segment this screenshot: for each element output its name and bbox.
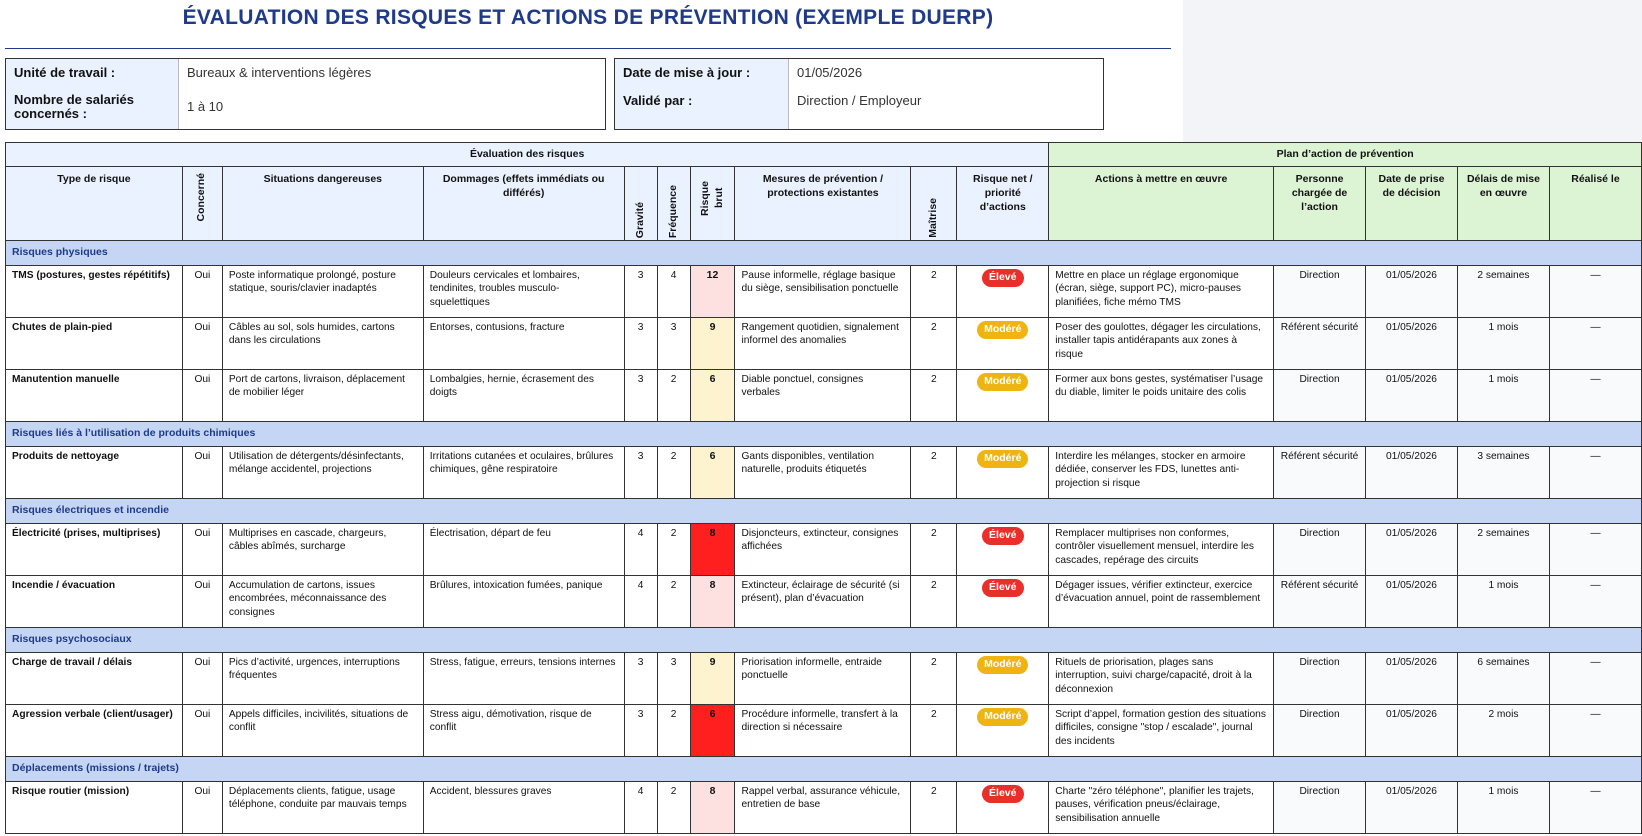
- cell-actions: Mettre en place un réglage ergonomique (écran, siège, support PC), micro-pauses planifiées, fiche mémo TMS: [1049, 266, 1274, 318]
- cell-personne: Référent sécurité: [1274, 447, 1366, 499]
- cell-realise: —: [1549, 705, 1641, 757]
- cell-frequence: 4: [657, 266, 690, 318]
- cell-realise: —: [1549, 782, 1641, 834]
- cell-type: Agression verbale (client/usager): [6, 705, 183, 757]
- cell-type: Produits de nettoyage: [6, 447, 183, 499]
- cell-actions: Charte "zéro téléphone", planifier les trajets, pauses, vérification pneus/éclairage, sensibilisation annuelle: [1049, 782, 1274, 834]
- cell-personne: Direction: [1274, 524, 1366, 576]
- cell-type: Charge de travail / délais: [6, 653, 183, 705]
- cell-situations: Poste informatique prolongé, posture statique, souris/clavier inadaptés: [222, 266, 423, 318]
- cell-dommages: Brûlures, intoxication fumées, panique: [423, 576, 624, 628]
- col-header-dommages: Dommages (effets immédiats ou différés): [423, 167, 624, 241]
- info-values: [789, 59, 1103, 129]
- cell-risque-net: [957, 653, 1049, 705]
- cell-risque-net: [957, 266, 1049, 318]
- col-header-gravite-text: Gravité: [633, 201, 646, 238]
- cell-date-prise: 01/05/2026: [1366, 447, 1458, 499]
- cell-maitrise: 2: [911, 653, 957, 705]
- cell-actions: Rituels de priorisation, plages sans interruption, suivi charge/capacité, droit à la déconnexion: [1049, 653, 1274, 705]
- section-title: Risques physiques: [6, 241, 1642, 266]
- cell-mesures: Diable ponctuel, consignes verbales: [735, 370, 911, 422]
- cell-maitrise: 2: [911, 576, 957, 628]
- col-header-delais: Délais de mise en œuvre: [1457, 167, 1549, 241]
- cell-gravite: 3: [624, 653, 657, 705]
- date-label: Date de mise à jour :: [623, 65, 751, 80]
- cell-date-prise: 01/05/2026: [1366, 524, 1458, 576]
- priority-badge: Modéré: [977, 450, 1028, 468]
- table-row: [6, 705, 1642, 757]
- cell-gravite: 3: [624, 266, 657, 318]
- cell-risque-brut: 8: [690, 524, 735, 576]
- cell-situations: Port de cartons, livraison, déplacement de mobilier léger: [222, 370, 423, 422]
- cell-risque-net: [957, 576, 1049, 628]
- cell-mesures: Priorisation informelle, entraide ponctuelle: [735, 653, 911, 705]
- cell-actions: Poser des goulottes, dégager les circulations, installer tapis antidérapants aux zones à risque: [1049, 318, 1274, 370]
- cell-type: TMS (postures, gestes répétitifs): [6, 266, 183, 318]
- cell-gravite: 3: [624, 447, 657, 499]
- cell-frequence: 2: [657, 782, 690, 834]
- cell-personne: Direction: [1274, 266, 1366, 318]
- cell-dommages: Stress, fatigue, erreurs, tensions internes: [423, 653, 624, 705]
- priority-badge: Modéré: [977, 656, 1028, 674]
- cell-risque-net: [957, 447, 1049, 499]
- page-title: ÉVALUATION DES RISQUES ET ACTIONS DE PRÉVENTION (EXEMPLE DUERP): [182, 6, 994, 29]
- cell-maitrise: 2: [911, 266, 957, 318]
- date-value: 01/05/2026: [797, 65, 863, 80]
- cell-realise: —: [1549, 318, 1641, 370]
- col-header-situations: Situations dangereuses: [222, 167, 423, 241]
- info-labels: [615, 59, 789, 129]
- staff-value: 1 à 10: [187, 99, 224, 114]
- col-header-actions: Actions à mettre en œuvre: [1049, 167, 1274, 241]
- cell-date-prise: 01/05/2026: [1366, 370, 1458, 422]
- cell-gravite: 3: [624, 370, 657, 422]
- cell-date-prise: 01/05/2026: [1366, 266, 1458, 318]
- cell-realise: —: [1549, 524, 1641, 576]
- cell-mesures: Rangement quotidien, signalement informel des anomalies: [735, 318, 911, 370]
- cell-risque-brut: 6: [690, 705, 735, 757]
- unit-label: Unité de travail :: [14, 65, 116, 80]
- info-box-unit: [5, 58, 606, 130]
- cell-delais: 3 semaines: [1457, 447, 1549, 499]
- background-panel: [1183, 0, 1642, 150]
- cell-realise: —: [1549, 370, 1641, 422]
- cell-actions: Former aux bons gestes, systématiser l’usage du diable, limiter le poids unitaire des colis: [1049, 370, 1274, 422]
- col-header-concerne-text: Concerné: [195, 173, 208, 222]
- cell-dommages: Entorses, contusions, fracture: [423, 318, 624, 370]
- section-title: Risques liés à l’utilisation de produits chimiques: [6, 422, 1642, 447]
- cell-risque-net: [957, 318, 1049, 370]
- cell-situations: Pics d’activité, urgences, interruptions fréquentes: [222, 653, 423, 705]
- cell-situations: Câbles au sol, sols humides, cartons dans les circulations: [222, 318, 423, 370]
- cell-frequence: 2: [657, 524, 690, 576]
- cell-personne: Référent sécurité: [1274, 576, 1366, 628]
- section-row: [6, 757, 1642, 782]
- cell-mesures: Procédure informelle, transfert à la direction si nécessaire: [735, 705, 911, 757]
- col-header-frequence: [657, 167, 690, 241]
- cell-dommages: Lombalgies, hernie, écrasement des doigts: [423, 370, 624, 422]
- section-row: [6, 628, 1642, 653]
- priority-badge: Élevé: [982, 579, 1023, 597]
- table-row: [6, 370, 1642, 422]
- table-row: [6, 266, 1642, 318]
- cell-personne: Référent sécurité: [1274, 318, 1366, 370]
- section-title: Risques électriques et incendie: [6, 499, 1642, 524]
- cell-delais: 2 mois: [1457, 705, 1549, 757]
- cell-risque-brut: 8: [690, 576, 735, 628]
- cell-risque-brut: 8: [690, 782, 735, 834]
- cell-concerne: Oui: [182, 318, 222, 370]
- risk-table: [5, 142, 1642, 834]
- priority-badge: Élevé: [982, 269, 1023, 287]
- cell-risque-brut: 9: [690, 318, 735, 370]
- cell-dommages: Irritations cutanées et oculaires, brûlures chimiques, gêne respiratoire: [423, 447, 624, 499]
- col-header-date-prise: Date de prise de décision: [1366, 167, 1458, 241]
- cell-gravite: 4: [624, 782, 657, 834]
- table-row: [6, 318, 1642, 370]
- priority-badge: Élevé: [982, 785, 1023, 803]
- cell-frequence: 2: [657, 576, 690, 628]
- info-values: [179, 59, 605, 129]
- cell-risque-brut: 6: [690, 447, 735, 499]
- cell-mesures: Pause informelle, réglage basique du siège, sensibilisation ponctuelle: [735, 266, 911, 318]
- cell-frequence: 2: [657, 370, 690, 422]
- cell-realise: —: [1549, 653, 1641, 705]
- cell-risque-net: [957, 524, 1049, 576]
- cell-mesures: Disjoncteurs, extincteur, consignes affichées: [735, 524, 911, 576]
- cell-dommages: Électrisation, départ de feu: [423, 524, 624, 576]
- cell-frequence: 3: [657, 318, 690, 370]
- cell-concerne: Oui: [182, 447, 222, 499]
- col-header-risque-brut-text: Risque brut: [698, 180, 725, 216]
- cell-risque-net: [957, 370, 1049, 422]
- cell-concerne: Oui: [182, 782, 222, 834]
- cell-risque-brut: 12: [690, 266, 735, 318]
- cell-maitrise: 2: [911, 524, 957, 576]
- col-header-realise: Réalisé le: [1549, 167, 1641, 241]
- cell-concerne: Oui: [182, 370, 222, 422]
- title-underline: [5, 48, 1171, 49]
- table-row: [6, 576, 1642, 628]
- priority-badge: Modéré: [977, 708, 1028, 726]
- info-box-date: [614, 58, 1104, 130]
- cell-gravite: 4: [624, 524, 657, 576]
- unit-value: Bureaux & interventions légères: [187, 65, 372, 80]
- cell-date-prise: 01/05/2026: [1366, 782, 1458, 834]
- cell-delais: 2 semaines: [1457, 266, 1549, 318]
- col-header-risque-net: Risque net / priorité d’actions: [957, 167, 1049, 241]
- col-header-personne: Personne chargée de l’action: [1274, 167, 1366, 241]
- cell-concerne: Oui: [182, 524, 222, 576]
- cell-mesures: Extincteur, éclairage de sécurité (si présent), plan d’évacuation: [735, 576, 911, 628]
- col-header-maitrise-text: Maîtrise: [926, 198, 939, 238]
- cell-dommages: Stress aigu, démotivation, risque de conflit: [423, 705, 624, 757]
- col-header-concerne: [182, 167, 222, 241]
- cell-delais: 1 mois: [1457, 318, 1549, 370]
- staff-label: Nombre de salariés concernés :: [14, 92, 134, 121]
- cell-delais: 1 mois: [1457, 370, 1549, 422]
- cell-date-prise: 01/05/2026: [1366, 705, 1458, 757]
- cell-frequence: 2: [657, 705, 690, 757]
- cell-gravite: 3: [624, 705, 657, 757]
- cell-delais: 2 semaines: [1457, 524, 1549, 576]
- cell-type: Électricité (prises, multiprises): [6, 524, 183, 576]
- cell-date-prise: 01/05/2026: [1366, 653, 1458, 705]
- cell-concerne: Oui: [182, 576, 222, 628]
- info-labels: [6, 59, 179, 129]
- cell-gravite: 4: [624, 576, 657, 628]
- section-row: [6, 422, 1642, 447]
- group-header-evaluation: Évaluation des risques: [6, 143, 1049, 167]
- cell-risque-brut: 9: [690, 653, 735, 705]
- cell-maitrise: 2: [911, 447, 957, 499]
- cell-actions: Remplacer multiprises non conformes, contrôler visuellement mensuel, interdire les cascades, repérage des circuits: [1049, 524, 1274, 576]
- cell-mesures: Gants disponibles, ventilation naturelle, produits étiquetés: [735, 447, 911, 499]
- section-row: [6, 499, 1642, 524]
- cell-frequence: 3: [657, 653, 690, 705]
- cell-actions: Script d’appel, formation gestion des situations difficiles, consigne "stop / escalade", journal des incidents: [1049, 705, 1274, 757]
- section-title: Déplacements (missions / trajets): [6, 757, 1642, 782]
- cell-date-prise: 01/05/2026: [1366, 576, 1458, 628]
- validated-value: Direction / Employeur: [797, 93, 922, 108]
- section-row: [6, 241, 1642, 266]
- cell-mesures: Rappel verbal, assurance véhicule, entretien de base: [735, 782, 911, 834]
- cell-type: Risque routier (mission): [6, 782, 183, 834]
- table-row: [6, 524, 1642, 576]
- cell-actions: Dégager issues, vérifier extincteur, exercice d’évacuation annuel, point de rassemblement: [1049, 576, 1274, 628]
- cell-realise: —: [1549, 576, 1641, 628]
- cell-type: Chutes de plain-pied: [6, 318, 183, 370]
- cell-situations: Utilisation de détergents/désinfectants, mélange accidentel, projections: [222, 447, 423, 499]
- cell-personne: Direction: [1274, 782, 1366, 834]
- cell-delais: 1 mois: [1457, 576, 1549, 628]
- cell-actions: Interdire les mélanges, stocker en armoire dédiée, conserver les FDS, lunettes anti-projection si risque: [1049, 447, 1274, 499]
- cell-situations: Appels difficiles, incivilités, situations de conflit: [222, 705, 423, 757]
- cell-maitrise: 2: [911, 318, 957, 370]
- cell-personne: Direction: [1274, 653, 1366, 705]
- col-header-type: Type de risque: [6, 167, 183, 241]
- cell-personne: Direction: [1274, 705, 1366, 757]
- priority-badge: Modéré: [977, 321, 1028, 339]
- cell-situations: Accumulation de cartons, issues encombrées, méconnaissance des consignes: [222, 576, 423, 628]
- cell-gravite: 3: [624, 318, 657, 370]
- col-header-maitrise: [911, 167, 957, 241]
- cell-personne: Direction: [1274, 370, 1366, 422]
- cell-maitrise: 2: [911, 370, 957, 422]
- cell-realise: —: [1549, 447, 1641, 499]
- cell-type: Incendie / évacuation: [6, 576, 183, 628]
- cell-maitrise: 2: [911, 782, 957, 834]
- table-row: [6, 447, 1642, 499]
- group-header-plan: Plan d’action de prévention: [1049, 143, 1642, 167]
- cell-risque-brut: 6: [690, 370, 735, 422]
- cell-situations: Multiprises en cascade, chargeurs, câbles abîmés, surcharge: [222, 524, 423, 576]
- cell-risque-net: [957, 782, 1049, 834]
- cell-situations: Déplacements clients, fatigue, usage téléphone, conduite par mauvais temps: [222, 782, 423, 834]
- cell-date-prise: 01/05/2026: [1366, 318, 1458, 370]
- risk-table-body: [6, 241, 1642, 834]
- col-header-mesures: Mesures de prévention / protections existantes: [735, 167, 911, 241]
- col-header-frequence-text: Fréquence: [666, 184, 679, 238]
- validated-label: Validé par :: [623, 93, 693, 108]
- table-row: [6, 782, 1642, 834]
- section-title: Risques psychosociaux: [6, 628, 1642, 653]
- col-header-risque-brut: [690, 167, 735, 241]
- priority-badge: Modéré: [977, 373, 1028, 391]
- col-header-gravite: [624, 167, 657, 241]
- cell-delais: 6 semaines: [1457, 653, 1549, 705]
- cell-risque-net: [957, 705, 1049, 757]
- cell-concerne: Oui: [182, 705, 222, 757]
- cell-delais: 1 mois: [1457, 782, 1549, 834]
- cell-dommages: Accident, blessures graves: [423, 782, 624, 834]
- cell-maitrise: 2: [911, 705, 957, 757]
- cell-concerne: Oui: [182, 266, 222, 318]
- priority-badge: Élevé: [982, 527, 1023, 545]
- table-row: [6, 653, 1642, 705]
- cell-type: Manutention manuelle: [6, 370, 183, 422]
- cell-concerne: Oui: [182, 653, 222, 705]
- cell-realise: —: [1549, 266, 1641, 318]
- cell-dommages: Douleurs cervicales et lombaires, tendinites, troubles musculo-squelettiques: [423, 266, 624, 318]
- cell-frequence: 2: [657, 447, 690, 499]
